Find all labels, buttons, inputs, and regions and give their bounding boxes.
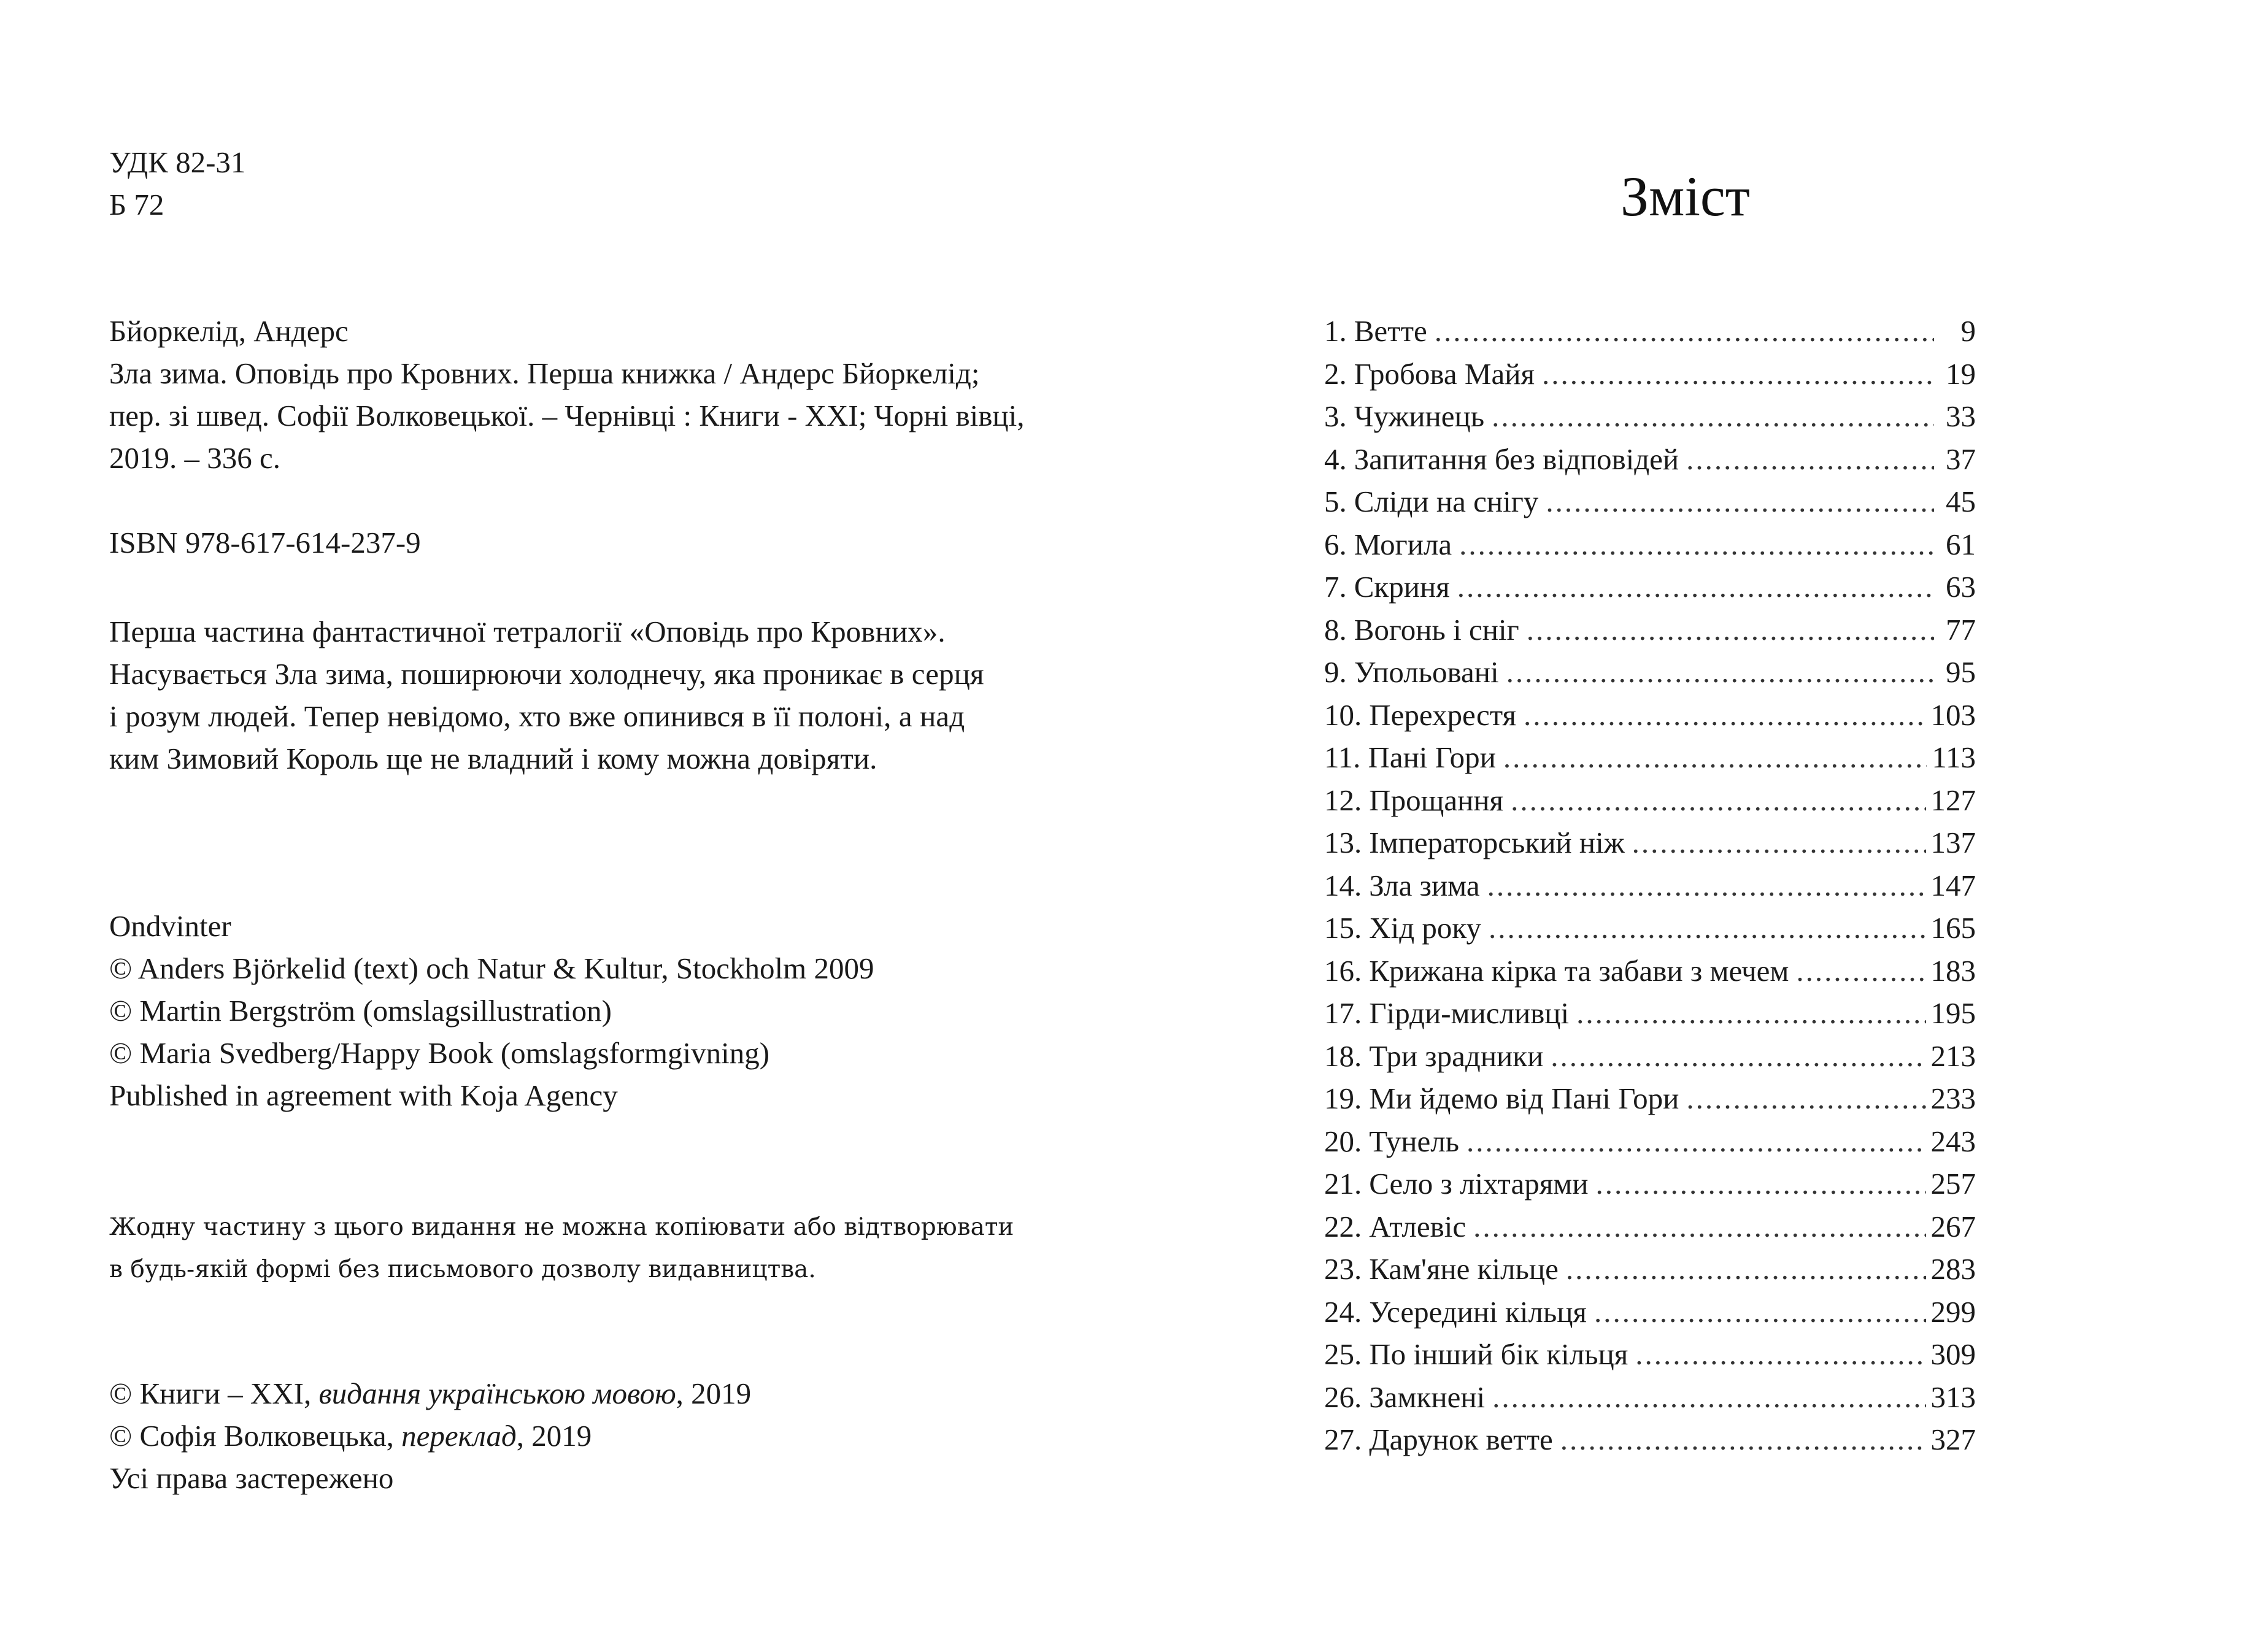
copy-notice — [109, 1206, 1030, 1291]
toc-entry-page: 113 — [1932, 740, 1976, 774]
toc-entry-title: Пані Гори — [1368, 740, 1496, 774]
annotation-line: Насувається Зла зима, поширюючи холоднечу, яка проникає в серця — [109, 657, 984, 691]
toc-dot-leader — [1511, 779, 1925, 822]
all-rights-reserved: Усі права застережено — [109, 1461, 394, 1495]
toc-entry-number: 1. — [1324, 314, 1347, 348]
toc-entry-number: 19. — [1324, 1081, 1362, 1115]
toc-entry-number: 4. — [1324, 442, 1347, 476]
rights-line: © Anders Björkelid (text) och Natur & Kultur, Stockholm 2009 — [109, 951, 874, 985]
toc-entry-page: 19 — [1946, 356, 1976, 391]
toc-entry-page: 61 — [1946, 527, 1976, 561]
toc-entry-page: 313 — [1930, 1380, 1976, 1414]
toc-entry — [1324, 523, 1976, 566]
toc-entry-title: Три зрадники — [1369, 1039, 1544, 1073]
toc-entry — [1324, 438, 1976, 481]
toc-entry-page: 309 — [1930, 1337, 1976, 1371]
toc-dot-leader — [1551, 1035, 1925, 1078]
toc-entry — [1324, 1291, 1976, 1334]
toc-dot-leader — [1542, 353, 1934, 396]
toc-entry-number: 2. — [1324, 356, 1347, 391]
toc-entry-number: 18. — [1324, 1039, 1362, 1073]
toc-entry-page: 299 — [1930, 1294, 1976, 1329]
toc-entry-number: 14. — [1324, 868, 1362, 902]
toc-entry-title: Чужинець — [1354, 399, 1485, 433]
toc-entry-number: 8. — [1324, 612, 1347, 647]
isbn: ISBN 978-617-614-237-9 — [109, 526, 421, 559]
toc-entry-page: 33 — [1946, 399, 1976, 433]
rights-line: © Martin Bergström (omslagsillustration) — [109, 994, 612, 1028]
toc-entry-title: Село з ліхтарями — [1369, 1167, 1589, 1201]
toc-entry-page: 183 — [1930, 953, 1976, 988]
toc-entry-page: 77 — [1946, 612, 1976, 647]
toc-entry-page: 267 — [1930, 1209, 1976, 1243]
toc-dot-leader — [1473, 1205, 1925, 1248]
toc-dot-leader — [1576, 992, 1925, 1035]
original-rights — [109, 905, 1030, 1116]
annotation-line: Перша частина фантастичної тетралогії «Оповідь про Кровних». — [109, 615, 946, 648]
toc-entry-title: Гробова Майя — [1354, 356, 1535, 391]
toc-entry-title: Замкнені — [1369, 1380, 1486, 1414]
toc-entry-number: 25. — [1324, 1337, 1362, 1371]
toc-dot-leader — [1459, 523, 1934, 566]
toc-entry — [1324, 1077, 1976, 1120]
toc-dot-leader — [1632, 821, 1926, 864]
toc-entry-page: 9 — [1960, 314, 1976, 348]
toc-entry-page: 233 — [1930, 1081, 1976, 1115]
notice-line: в будь-якій формі без письмового дозволу видавництва. — [109, 1256, 816, 1283]
toc-entry-title: Сліди на снігу — [1354, 485, 1539, 518]
toc-entry — [1324, 1418, 1976, 1461]
toc-entry-number: 13. — [1324, 826, 1362, 859]
toc-entry-page: 147 — [1930, 868, 1976, 902]
toc-entry-page: 137 — [1930, 826, 1976, 859]
rights-line: Published in agreement with Koja Agency — [109, 1078, 618, 1112]
isbn-block — [109, 521, 1030, 564]
toc-entry-title: Упольовані — [1354, 655, 1499, 689]
toc-entry-number: 23. — [1324, 1252, 1362, 1286]
toc-entry — [1324, 1333, 1976, 1376]
original-title: Ondvinter — [109, 909, 231, 943]
toc-dot-leader — [1492, 395, 1934, 438]
toc-entry-page: 283 — [1930, 1252, 1976, 1286]
notice-line: Жодну частину з цього видання не можна копіювати або відтворювати — [109, 1213, 1014, 1241]
toc-entry-number: 5. — [1324, 485, 1347, 518]
toc-entry — [1324, 992, 1976, 1035]
toc-entry-title: Атлевіс — [1369, 1209, 1467, 1243]
toc-entry — [1324, 353, 1976, 396]
toc-entry — [1324, 1162, 1976, 1205]
toc-dot-leader — [1594, 1291, 1926, 1334]
copyright-block — [109, 1372, 1030, 1499]
copyright-publisher: © Книги – ХХІ, видання українською мовою, 2019 — [109, 1377, 752, 1410]
toc-entry-title: Крижана кірка та забави з мечем — [1369, 953, 1789, 988]
toc-entry-number: 17. — [1324, 996, 1362, 1030]
toc-dot-leader — [1566, 1248, 1926, 1291]
toc-dot-leader — [1635, 1333, 1925, 1376]
annotation-line: і розум людей. Тепер невідомо, хто вже опинився в її полоні, а над — [109, 699, 965, 733]
toc-entry — [1324, 821, 1976, 864]
toc-entry — [1324, 1248, 1976, 1291]
rights-line: © Maria Svedberg/Happy Book (omslagsformgivning) — [109, 1036, 770, 1070]
toc-entry-page: 37 — [1946, 442, 1976, 476]
toc-dot-leader — [1467, 1120, 1925, 1163]
toc-title: Зміст — [1621, 165, 1750, 228]
toc-entry — [1324, 1376, 1976, 1419]
toc-entry — [1324, 779, 1976, 822]
bbk-code: Б 72 — [109, 188, 164, 221]
toc-dot-leader — [1457, 566, 1934, 609]
copyright-translator: © Софія Волковецька, переклад, 2019 — [109, 1419, 592, 1453]
udk-code: УДК 82-31 — [109, 145, 246, 179]
annotation — [109, 610, 1030, 780]
toc-entry-page: 327 — [1930, 1423, 1976, 1456]
toc-entry-title: Хід року — [1369, 911, 1482, 945]
toc-entry-number: 22. — [1324, 1209, 1362, 1243]
toc-entry — [1324, 609, 1976, 651]
table-of-contents — [1324, 310, 1976, 1461]
toc-dot-leader — [1686, 1077, 1925, 1120]
toc-dot-leader — [1489, 907, 1925, 950]
toc-entry — [1324, 395, 1976, 438]
toc-entry-page: 243 — [1930, 1124, 1976, 1158]
toc-entry-page: 95 — [1946, 655, 1976, 689]
toc-entry — [1324, 566, 1976, 609]
toc-entry-title: Зла зима — [1369, 868, 1480, 902]
toc-dot-leader — [1686, 438, 1934, 481]
classification-block — [109, 141, 1030, 226]
toc-entry-number: 26. — [1324, 1380, 1362, 1414]
bib-line: пер. зі швед. Софії Волковецької. – Чернівці : Книги - ХХІ; Чорні вівці, — [109, 399, 1025, 432]
toc-dot-leader — [1503, 736, 1927, 779]
toc-entry-title: Могила — [1354, 527, 1452, 561]
toc-entry-title: Перехрестя — [1369, 697, 1517, 732]
toc-entry-title: Вогонь і сніг — [1354, 612, 1519, 647]
toc-entry — [1324, 694, 1976, 737]
toc-dot-leader — [1527, 609, 1934, 651]
toc-entry — [1324, 310, 1976, 353]
toc-entry — [1324, 651, 1976, 694]
toc-entry — [1324, 864, 1976, 907]
bib-line: 2019. – 336 с. — [109, 441, 280, 475]
contents-page — [1124, 0, 2247, 1652]
toc-entry-title: Прощання — [1369, 783, 1504, 817]
toc-entry-number: 16. — [1324, 953, 1362, 988]
toc-entry-title: Усередині кільця — [1369, 1294, 1587, 1329]
toc-entry-page: 195 — [1930, 996, 1976, 1030]
toc-entry — [1324, 1205, 1976, 1248]
annotation-line: ким Зимовий Король ще не владний і кому можна довіряти. — [109, 742, 877, 775]
toc-dot-leader — [1524, 694, 1925, 737]
toc-entry-number: 27. — [1324, 1423, 1362, 1456]
toc-entry-number: 11. — [1324, 740, 1361, 774]
toc-entry — [1324, 480, 1976, 523]
bib-line: Зла зима. Оповідь про Кровних. Перша книжка / Андерс Бйоркелід; — [109, 356, 980, 390]
toc-entry-number: 20. — [1324, 1124, 1362, 1158]
toc-entry-title: По інший бік кільця — [1369, 1337, 1628, 1371]
toc-entry-page: 45 — [1946, 485, 1976, 518]
toc-entry-title: Дарунок ветте — [1369, 1423, 1553, 1456]
toc-entry-title: Запитання без відповідей — [1354, 442, 1679, 476]
toc-dot-leader — [1506, 651, 1934, 694]
toc-entry-number: 21. — [1324, 1167, 1362, 1201]
toc-dot-leader — [1796, 950, 1925, 993]
toc-entry — [1324, 1035, 1976, 1078]
toc-entry-page: 165 — [1930, 911, 1976, 945]
toc-entry-number: 15. — [1324, 911, 1362, 945]
toc-entry-number: 6. — [1324, 527, 1347, 561]
toc-dot-leader — [1560, 1418, 1926, 1461]
toc-entry — [1324, 1120, 1976, 1163]
toc-dot-leader — [1546, 480, 1934, 523]
toc-entry-page: 63 — [1946, 570, 1976, 604]
toc-entry-number: 24. — [1324, 1294, 1362, 1329]
toc-dot-leader — [1435, 310, 1934, 353]
toc-entry-title: Кам'яне кільце — [1369, 1252, 1559, 1286]
toc-entry-title: Ми йдемо від Пані Гори — [1369, 1081, 1679, 1115]
toc-entry-title: Гірди-мисливці — [1369, 996, 1570, 1030]
toc-entry — [1324, 950, 1976, 993]
toc-entry-number: 3. — [1324, 399, 1347, 433]
toc-entry-number: 10. — [1324, 697, 1362, 732]
toc-entry-title: Ветте — [1354, 314, 1427, 348]
toc-dot-leader — [1595, 1162, 1925, 1205]
toc-entry-title: Скриня — [1354, 570, 1450, 604]
toc-entry-number: 7. — [1324, 570, 1347, 604]
toc-entry — [1324, 907, 1976, 950]
toc-entry-page: 257 — [1930, 1167, 1976, 1201]
toc-dot-leader — [1487, 864, 1926, 907]
toc-entry-number: 12. — [1324, 783, 1362, 817]
bibliographic-record — [109, 310, 1030, 479]
toc-dot-leader — [1492, 1376, 1925, 1419]
toc-entry — [1324, 736, 1976, 779]
author-name: Бйоркелід, Андерс — [109, 314, 349, 348]
toc-entry-page: 103 — [1930, 697, 1976, 732]
toc-entry-title: Імператорський ніж — [1369, 826, 1625, 859]
toc-entry-number: 9. — [1324, 655, 1347, 689]
toc-entry-page: 213 — [1930, 1039, 1976, 1073]
toc-entry-title: Тунель — [1369, 1124, 1460, 1158]
toc-entry-page: 127 — [1930, 783, 1976, 817]
